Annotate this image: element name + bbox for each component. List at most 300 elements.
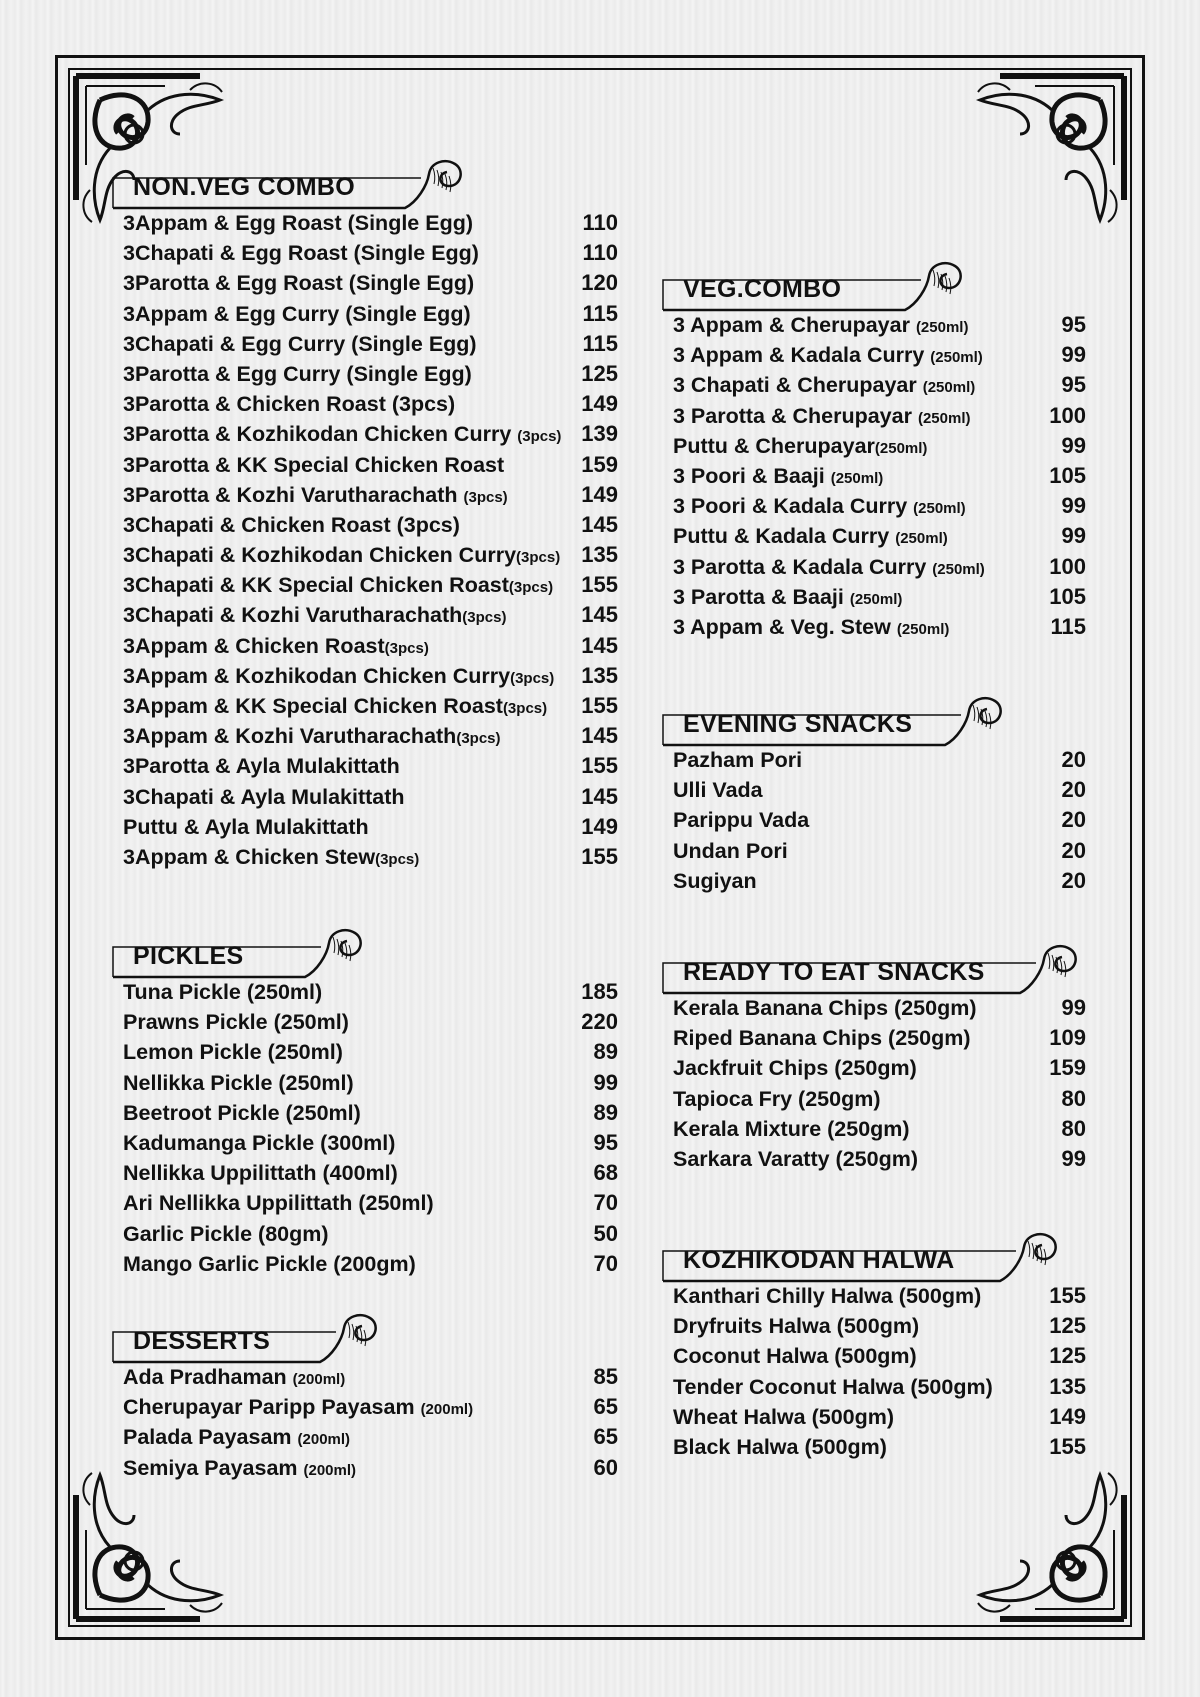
menu-item-name: Tapioca Fry (250gm): [673, 1086, 881, 1111]
menu-item-label: [673, 373, 975, 398]
menu-item: [123, 542, 618, 572]
menu-item: [123, 1424, 618, 1454]
menu-item-price: 115: [1050, 613, 1086, 639]
menu-item-name: Kerala Banana Chips (250gm): [673, 996, 977, 1020]
menu-item: [123, 1100, 618, 1130]
menu-item: [123, 979, 618, 1009]
menu-item-name: Ada Pradhaman: [123, 1365, 293, 1389]
menu-item: [123, 633, 618, 663]
menu-item-name: Ari Nellikka Uppilittath (250ml): [123, 1191, 434, 1216]
menu-item: [673, 463, 1086, 493]
menu-item: [123, 723, 618, 753]
menu-item-name: 3Parotta & Kozhikodan Chicken Curry: [123, 422, 518, 447]
menu-item-label: [123, 543, 560, 568]
menu-item-label: [123, 271, 474, 296]
menu-item-price: 50: [593, 1220, 618, 1246]
menu-item: [673, 1086, 1086, 1116]
menu-item-label: [123, 1425, 350, 1450]
menu-item: [673, 1374, 1086, 1404]
menu-item-price: 99: [1061, 995, 1086, 1020]
menu-item-name: Tender Coconut Halwa (500gm): [673, 1374, 993, 1399]
menu-item-label: [123, 1040, 343, 1065]
menu-item-name: Prawns Pickle (250ml): [123, 1010, 349, 1035]
menu-item: [673, 523, 1086, 553]
menu-item-name: Pazham Pori: [673, 748, 803, 772]
ornamental-corner-icon: [955, 70, 1130, 245]
menu-item-label: [123, 1365, 345, 1390]
menu-item-price: 120: [581, 270, 618, 296]
menu-item-name: 3 Appam & Kadala Curry: [673, 343, 931, 368]
menu-item-name: Sugiyan: [673, 868, 757, 893]
menu-item-price: 95: [1061, 372, 1086, 398]
menu-item-price: 155: [581, 572, 618, 598]
menu-item-name: Nellikka Uppilittath (400ml): [123, 1161, 398, 1186]
menu-item-label: [123, 1191, 434, 1216]
menu-item-price: 70: [593, 1250, 618, 1276]
menu-item-label: [673, 555, 985, 580]
menu-item: [673, 342, 1086, 372]
menu-item-label: [123, 211, 473, 236]
menu-item-label: [673, 464, 883, 489]
menu-item-name: Kadumanga Pickle (300ml): [123, 1130, 396, 1155]
menu-item-price: 70: [593, 1190, 618, 1216]
menu-item: [123, 572, 618, 602]
menu-item-label: [123, 694, 547, 719]
menu-item-name: Riped Banana Chips (250gm): [673, 1026, 971, 1051]
menu-item: [123, 1221, 618, 1251]
menu-item-quantity-note: (3pcs): [456, 730, 501, 748]
menu-item: [673, 1146, 1086, 1176]
menu-item-price: 20: [1061, 867, 1086, 893]
menu-item-quantity-note: (250ml): [913, 500, 966, 518]
menu-item-quantity-note: (3pcs): [508, 579, 554, 597]
menu-item: [673, 554, 1086, 584]
section-heading-banner: [123, 156, 618, 206]
menu-item: [673, 433, 1086, 463]
menu-item-label: [123, 1101, 361, 1126]
menu-item-label: [673, 1284, 981, 1309]
menu-item-name: Puttu & Ayla Mulakittath: [123, 814, 369, 839]
menu-item-quantity-note: (250ml): [874, 439, 928, 457]
menu-item-quantity-note: (250ml): [830, 469, 884, 487]
menu-item: [123, 452, 618, 482]
menu-item-label: [123, 1161, 398, 1186]
menu-item-name: Sarkara Varatty (250gm): [673, 1146, 919, 1171]
menu-item-name: Lemon Pickle (250ml): [123, 1040, 343, 1065]
menu-item-name: 3Chapati & Kozhi Varutharachath: [123, 603, 463, 628]
menu-item: [673, 1055, 1086, 1085]
menu-item: [123, 1070, 618, 1100]
menu-item: [673, 614, 1086, 644]
menu-item-label: [673, 1344, 917, 1369]
menu-item-price: 220: [581, 1009, 618, 1035]
section-title: KOZHIKODAN HALWA: [683, 1246, 955, 1274]
menu-item: [123, 482, 618, 512]
menu-item-price: 20: [1061, 837, 1086, 863]
menu-item-name: Palada Payasam: [123, 1425, 298, 1450]
menu-item: [123, 1039, 618, 1069]
menu-item: [673, 1025, 1086, 1055]
menu-item-name: Ulli Vada: [673, 778, 763, 803]
section-heading-banner: [673, 1229, 1086, 1279]
menu-item: [123, 814, 618, 844]
menu-item-price: 20: [1061, 807, 1086, 833]
menu-item-name: 3Chapati & Ayla Mulakittath: [123, 784, 405, 809]
menu-item-name: Black Halwa (500gm): [673, 1434, 887, 1459]
menu-item-quantity-note: (250ml): [922, 379, 976, 397]
menu-item: [123, 240, 618, 270]
menu-item-label: [123, 785, 405, 810]
menu-item-label: [673, 778, 763, 803]
menu-item-price: 89: [593, 1039, 618, 1065]
section-title: VEG.COMBO: [683, 275, 842, 303]
menu-item-quantity-note: (250ml): [917, 409, 971, 427]
menu-item-price: 99: [1061, 342, 1086, 368]
menu-item: [123, 1364, 618, 1394]
menu-item-price: 68: [593, 1160, 618, 1186]
menu-item-price: 65: [593, 1424, 618, 1450]
menu-item-price: 20: [1061, 747, 1086, 772]
section-heading-banner: [673, 693, 1086, 743]
menu-item-label: [123, 845, 419, 870]
menu-item: [123, 1455, 618, 1485]
menu-item-quantity-note: (250ml): [930, 349, 983, 367]
menu-item-name: 3 Appam & Cherupayar: [673, 313, 916, 337]
menu-item: [123, 663, 618, 693]
menu-item-quantity-note: (250ml): [932, 560, 985, 578]
menu-item: [673, 312, 1086, 342]
menu-item: [123, 421, 618, 451]
menu-item: [123, 301, 618, 331]
menu-item-label: [673, 1405, 894, 1430]
menu-item-label: [673, 1087, 881, 1112]
menu-item-label: [123, 634, 429, 659]
menu-item-name: Wheat Halwa (500gm): [673, 1404, 895, 1429]
menu-item: [673, 1434, 1086, 1464]
menu-item-name: 3Appam & Kozhi Varutharachath: [123, 724, 457, 749]
menu-item-price: 159: [581, 451, 618, 477]
menu-item: [123, 512, 618, 542]
menu-item-quantity-note: (3pcs): [517, 428, 562, 446]
menu-item-name: Coconut Halwa (500gm): [673, 1344, 917, 1369]
menu-item-price: 135: [581, 662, 618, 688]
menu-item-name: 3Appam & Chicken Stew: [123, 844, 376, 869]
section-title: EVENING SNACKS: [683, 710, 913, 738]
menu-item-price: 89: [593, 1099, 618, 1125]
section-ready-to-eat-snacks: [673, 941, 1086, 1176]
menu-item-price: 145: [581, 602, 618, 628]
menu-item-name: 3Appam & Kozhikodan Chicken Curry: [123, 663, 511, 688]
menu-item-name: 3Chapati & KK Special Chicken Roast: [123, 573, 509, 598]
menu-item-label: [673, 434, 927, 459]
menu-item-label: [673, 343, 983, 368]
menu-item-label: [123, 1131, 395, 1156]
menu-item-name: Tuna Pickle (250ml): [123, 980, 323, 1004]
menu-item-name: 3 Parotta & Kadala Curry: [673, 554, 933, 579]
section-heading-banner: [123, 925, 618, 975]
menu-item-name: Cherupayar Paripp Payasam: [123, 1395, 421, 1420]
menu-item-label: [673, 404, 970, 429]
menu-item-quantity-note: (200ml): [420, 1401, 474, 1419]
menu-item-name: Kerala Mixture (250gm): [673, 1116, 910, 1141]
menu-item: [123, 1394, 618, 1424]
menu-item-label: [123, 362, 472, 387]
menu-item-name: 3Appam & KK Special Chicken Roast: [123, 694, 503, 718]
menu-item: [673, 372, 1086, 402]
menu-item-price: 125: [1049, 1343, 1086, 1369]
menu-item-price: 139: [581, 421, 618, 447]
menu-item: [123, 1009, 618, 1039]
menu-item-label: [123, 724, 501, 749]
menu-item-price: 95: [593, 1129, 618, 1155]
menu-item-label: [123, 754, 400, 779]
menu-item-price: 135: [1049, 1373, 1086, 1399]
menu-item-label: [673, 869, 757, 894]
menu-item-label: [123, 664, 554, 689]
menu-item-name: 3 Chapati & Cherupayar: [673, 373, 923, 398]
menu-item-label: [673, 1117, 910, 1142]
menu-item: [673, 1313, 1086, 1343]
menu-item-label: [673, 494, 966, 519]
menu-item: [123, 1160, 618, 1190]
menu-item: [673, 1404, 1086, 1434]
menu-item-name: 3Chapati & Egg Roast (Single Egg): [123, 241, 479, 266]
menu-item: [123, 1251, 618, 1281]
menu-item-label: [123, 332, 477, 357]
menu-item: [123, 844, 618, 874]
menu-item: [673, 1283, 1086, 1313]
menu-item-price: 100: [1049, 553, 1086, 579]
menu-item-price: 105: [1049, 583, 1086, 609]
menu-item-label: [673, 839, 788, 864]
section-veg-combo: [673, 258, 1086, 644]
menu-item-label: [673, 1314, 919, 1339]
menu-item-quantity-note: (250ml): [849, 590, 903, 608]
menu-item-quantity-note: (200ml): [297, 1431, 351, 1449]
menu-item-price: 125: [581, 360, 618, 386]
menu-item-quantity-note: (200ml): [303, 1461, 357, 1479]
menu-item-price: 155: [1049, 1433, 1086, 1459]
menu-item-price: 115: [582, 300, 618, 326]
menu-item-name: 3Parotta & KK Special Chicken Roast: [123, 452, 505, 477]
menu-item-price: 145: [581, 783, 618, 809]
menu-item-name: 3Parotta & Kozhi Varutharachath: [123, 482, 464, 507]
menu-item-label: [123, 302, 471, 327]
menu-item: [673, 493, 1086, 523]
menu-item-label: [123, 1395, 473, 1420]
menu-item-price: 99: [1061, 1145, 1086, 1171]
menu-item-quantity-note: (3pcs): [375, 850, 420, 868]
menu-item-label: [673, 615, 949, 640]
menu-item-label: [123, 513, 460, 538]
menu-item-price: 99: [1061, 493, 1086, 519]
menu-item-price: 145: [581, 511, 618, 537]
menu-item-label: [123, 815, 369, 840]
menu-item: [123, 361, 618, 391]
menu-item-price: 149: [581, 481, 618, 507]
menu-item-price: 145: [581, 632, 618, 658]
menu-item-label: [673, 313, 968, 338]
menu-item-price: 135: [581, 542, 618, 568]
menu-item-price: 149: [581, 813, 618, 839]
section-heading-banner: [673, 941, 1086, 991]
menu-item-price: 115: [582, 330, 618, 356]
menu-item: [123, 391, 618, 421]
menu-item: [123, 753, 618, 783]
menu-item-price: 155: [581, 843, 618, 869]
menu-item-quantity-note: (3pcs): [463, 488, 508, 506]
section-evening-snacks: [673, 693, 1086, 898]
menu-item-name: 3Appam & Egg Curry (Single Egg): [123, 301, 471, 326]
menu-item-quantity-note: (250ml): [915, 319, 969, 336]
menu-item-price: 109: [1049, 1025, 1086, 1051]
menu-item-name: 3 Parotta & Baaji: [673, 584, 850, 609]
menu-item-price: 80: [1061, 1115, 1086, 1141]
menu-item-price: 145: [581, 723, 618, 749]
menu-item-label: [673, 748, 802, 773]
menu-item-label: [673, 1375, 993, 1400]
menu-item: [673, 1116, 1086, 1146]
menu-item: [123, 602, 618, 632]
menu-item-price: 105: [1049, 462, 1086, 488]
menu-item-price: 20: [1061, 777, 1086, 803]
menu-item-price: 80: [1061, 1085, 1086, 1111]
menu-item-name: 3 Parotta & Cherupayar: [673, 403, 918, 428]
menu-item-name: 3Parotta & Egg Curry (Single Egg): [123, 361, 472, 386]
menu-item: [123, 210, 618, 240]
menu-item-name: Puttu & Kadala Curry: [673, 524, 896, 549]
menu-item-price: 159: [1049, 1055, 1086, 1081]
menu-item-price: 155: [581, 693, 618, 718]
section-kozhikodan-halwa: [673, 1229, 1086, 1464]
section-heading-banner: [673, 258, 1086, 308]
section-pickles: [123, 925, 618, 1281]
menu-item-label: [673, 585, 902, 610]
menu-item-label: [123, 422, 561, 447]
menu-item-price: 155: [581, 753, 618, 779]
ornamental-corner-icon: [955, 1450, 1130, 1625]
menu-item: [673, 747, 1086, 777]
menu-item-label: [123, 1456, 356, 1481]
menu-item-price: 155: [1049, 1283, 1086, 1308]
section-title: DESSERTS: [133, 1327, 271, 1355]
menu-item-label: [673, 1056, 917, 1081]
section-title: PICKLES: [133, 942, 244, 970]
menu-item-quantity-note: (3pcs): [510, 669, 555, 687]
section-desserts: [123, 1310, 618, 1485]
menu-item-name: 3Parotta & Chicken Roast (3pcs): [123, 392, 456, 417]
menu-item: [673, 403, 1086, 433]
menu-item: [123, 1130, 618, 1160]
section-heading-banner: [123, 1310, 618, 1360]
menu-item-price: 99: [1061, 432, 1086, 458]
menu-item: [673, 777, 1086, 807]
menu-item-name: 3Chapati & Kozhikodan Chicken Curry: [123, 543, 517, 568]
menu-item-name: Puttu & Cherupayar: [673, 433, 875, 458]
menu-item-quantity-note: (3pcs): [384, 639, 429, 657]
menu-item-label: [123, 603, 506, 628]
menu-item-label: [123, 573, 553, 598]
menu-item-price: 149: [581, 391, 618, 417]
menu-item-quantity-note: (3pcs): [516, 549, 561, 567]
menu-item-label: [123, 1252, 416, 1277]
menu-item-name: Dryfruits Halwa (500gm): [673, 1314, 920, 1339]
menu-item-name: 3Parotta & Ayla Mulakittath: [123, 754, 400, 779]
menu-item-price: 110: [582, 210, 618, 235]
section-title: NON.VEG COMBO: [133, 173, 355, 201]
section-title: READY TO EAT SNACKS: [683, 958, 985, 986]
menu-item-label: [123, 392, 455, 417]
menu-item-quantity-note: (3pcs): [502, 700, 548, 717]
menu-item-name: Nellikka Pickle (250ml): [123, 1070, 354, 1095]
menu-item-price: 65: [593, 1394, 618, 1420]
menu-item-name: Jackfruit Chips (250gm): [673, 1056, 917, 1081]
menu-item-name: 3Appam & Chicken Roast: [123, 633, 385, 658]
menu-item-name: 3Chapati & Chicken Roast (3pcs): [123, 512, 460, 537]
menu-item-label: [123, 453, 504, 478]
menu-item: [673, 838, 1086, 868]
menu-item-price: 99: [593, 1069, 618, 1095]
menu-item-name: 3 Appam & Veg. Stew: [673, 614, 897, 639]
menu-item-name: Mango Garlic Pickle (200gm): [123, 1251, 416, 1276]
menu-item-price: 185: [581, 979, 618, 1004]
menu-item-price: 95: [1061, 312, 1086, 337]
menu-item: [123, 1190, 618, 1220]
menu-item-label: [123, 1010, 349, 1035]
menu-item: [673, 868, 1086, 898]
menu-item-label: [673, 808, 809, 833]
menu-item-name: Garlic Pickle (80gm): [123, 1221, 329, 1246]
menu-item-price: 125: [1049, 1313, 1086, 1339]
menu-item-price: 100: [1049, 402, 1086, 428]
menu-item-price: 60: [593, 1454, 618, 1480]
menu-item-name: Parippu Vada: [673, 808, 810, 833]
menu-item-price: 110: [582, 240, 618, 266]
menu-item-name: 3Chapati & Egg Curry (Single Egg): [123, 331, 477, 356]
menu-item-price: 149: [1049, 1403, 1086, 1429]
menu-item-name: 3Appam & Egg Roast (Single Egg): [123, 211, 473, 235]
menu-item-label: [123, 980, 322, 1005]
menu-item-label: [673, 996, 977, 1021]
menu-item-name: 3 Poori & Kadala Curry: [673, 494, 914, 519]
menu-item-name: Semiya Payasam: [123, 1455, 304, 1480]
menu-item: [673, 584, 1086, 614]
menu-item-name: Beetroot Pickle (250ml): [123, 1100, 361, 1125]
menu-item-quantity-note: (250ml): [895, 530, 948, 548]
menu-item-quantity-note: (3pcs): [462, 609, 507, 627]
menu-item-label: [123, 241, 479, 266]
menu-item: [123, 784, 618, 814]
menu-item-label: [673, 524, 948, 549]
menu-item-label: [123, 1071, 354, 1096]
menu-item-price: 85: [593, 1364, 618, 1389]
menu-item-price: 99: [1061, 523, 1086, 549]
menu-item: [673, 995, 1086, 1025]
menu-item-label: [123, 483, 508, 508]
menu-item: [673, 807, 1086, 837]
menu-item-name: Kanthari Chilly Halwa (500gm): [673, 1284, 982, 1308]
menu-item: [123, 693, 618, 723]
menu-item-name: Undan Pori: [673, 838, 788, 863]
section-nonveg-combo: [123, 156, 618, 874]
menu-item-label: [123, 1222, 329, 1247]
menu-item-label: [673, 1435, 887, 1460]
menu-item-label: [673, 1147, 918, 1172]
menu-item-name: 3 Poori & Baaji: [673, 463, 831, 488]
menu-item-name: 3Parotta & Egg Roast (Single Egg): [123, 271, 475, 296]
menu-item: [123, 270, 618, 300]
menu-item: [123, 331, 618, 361]
